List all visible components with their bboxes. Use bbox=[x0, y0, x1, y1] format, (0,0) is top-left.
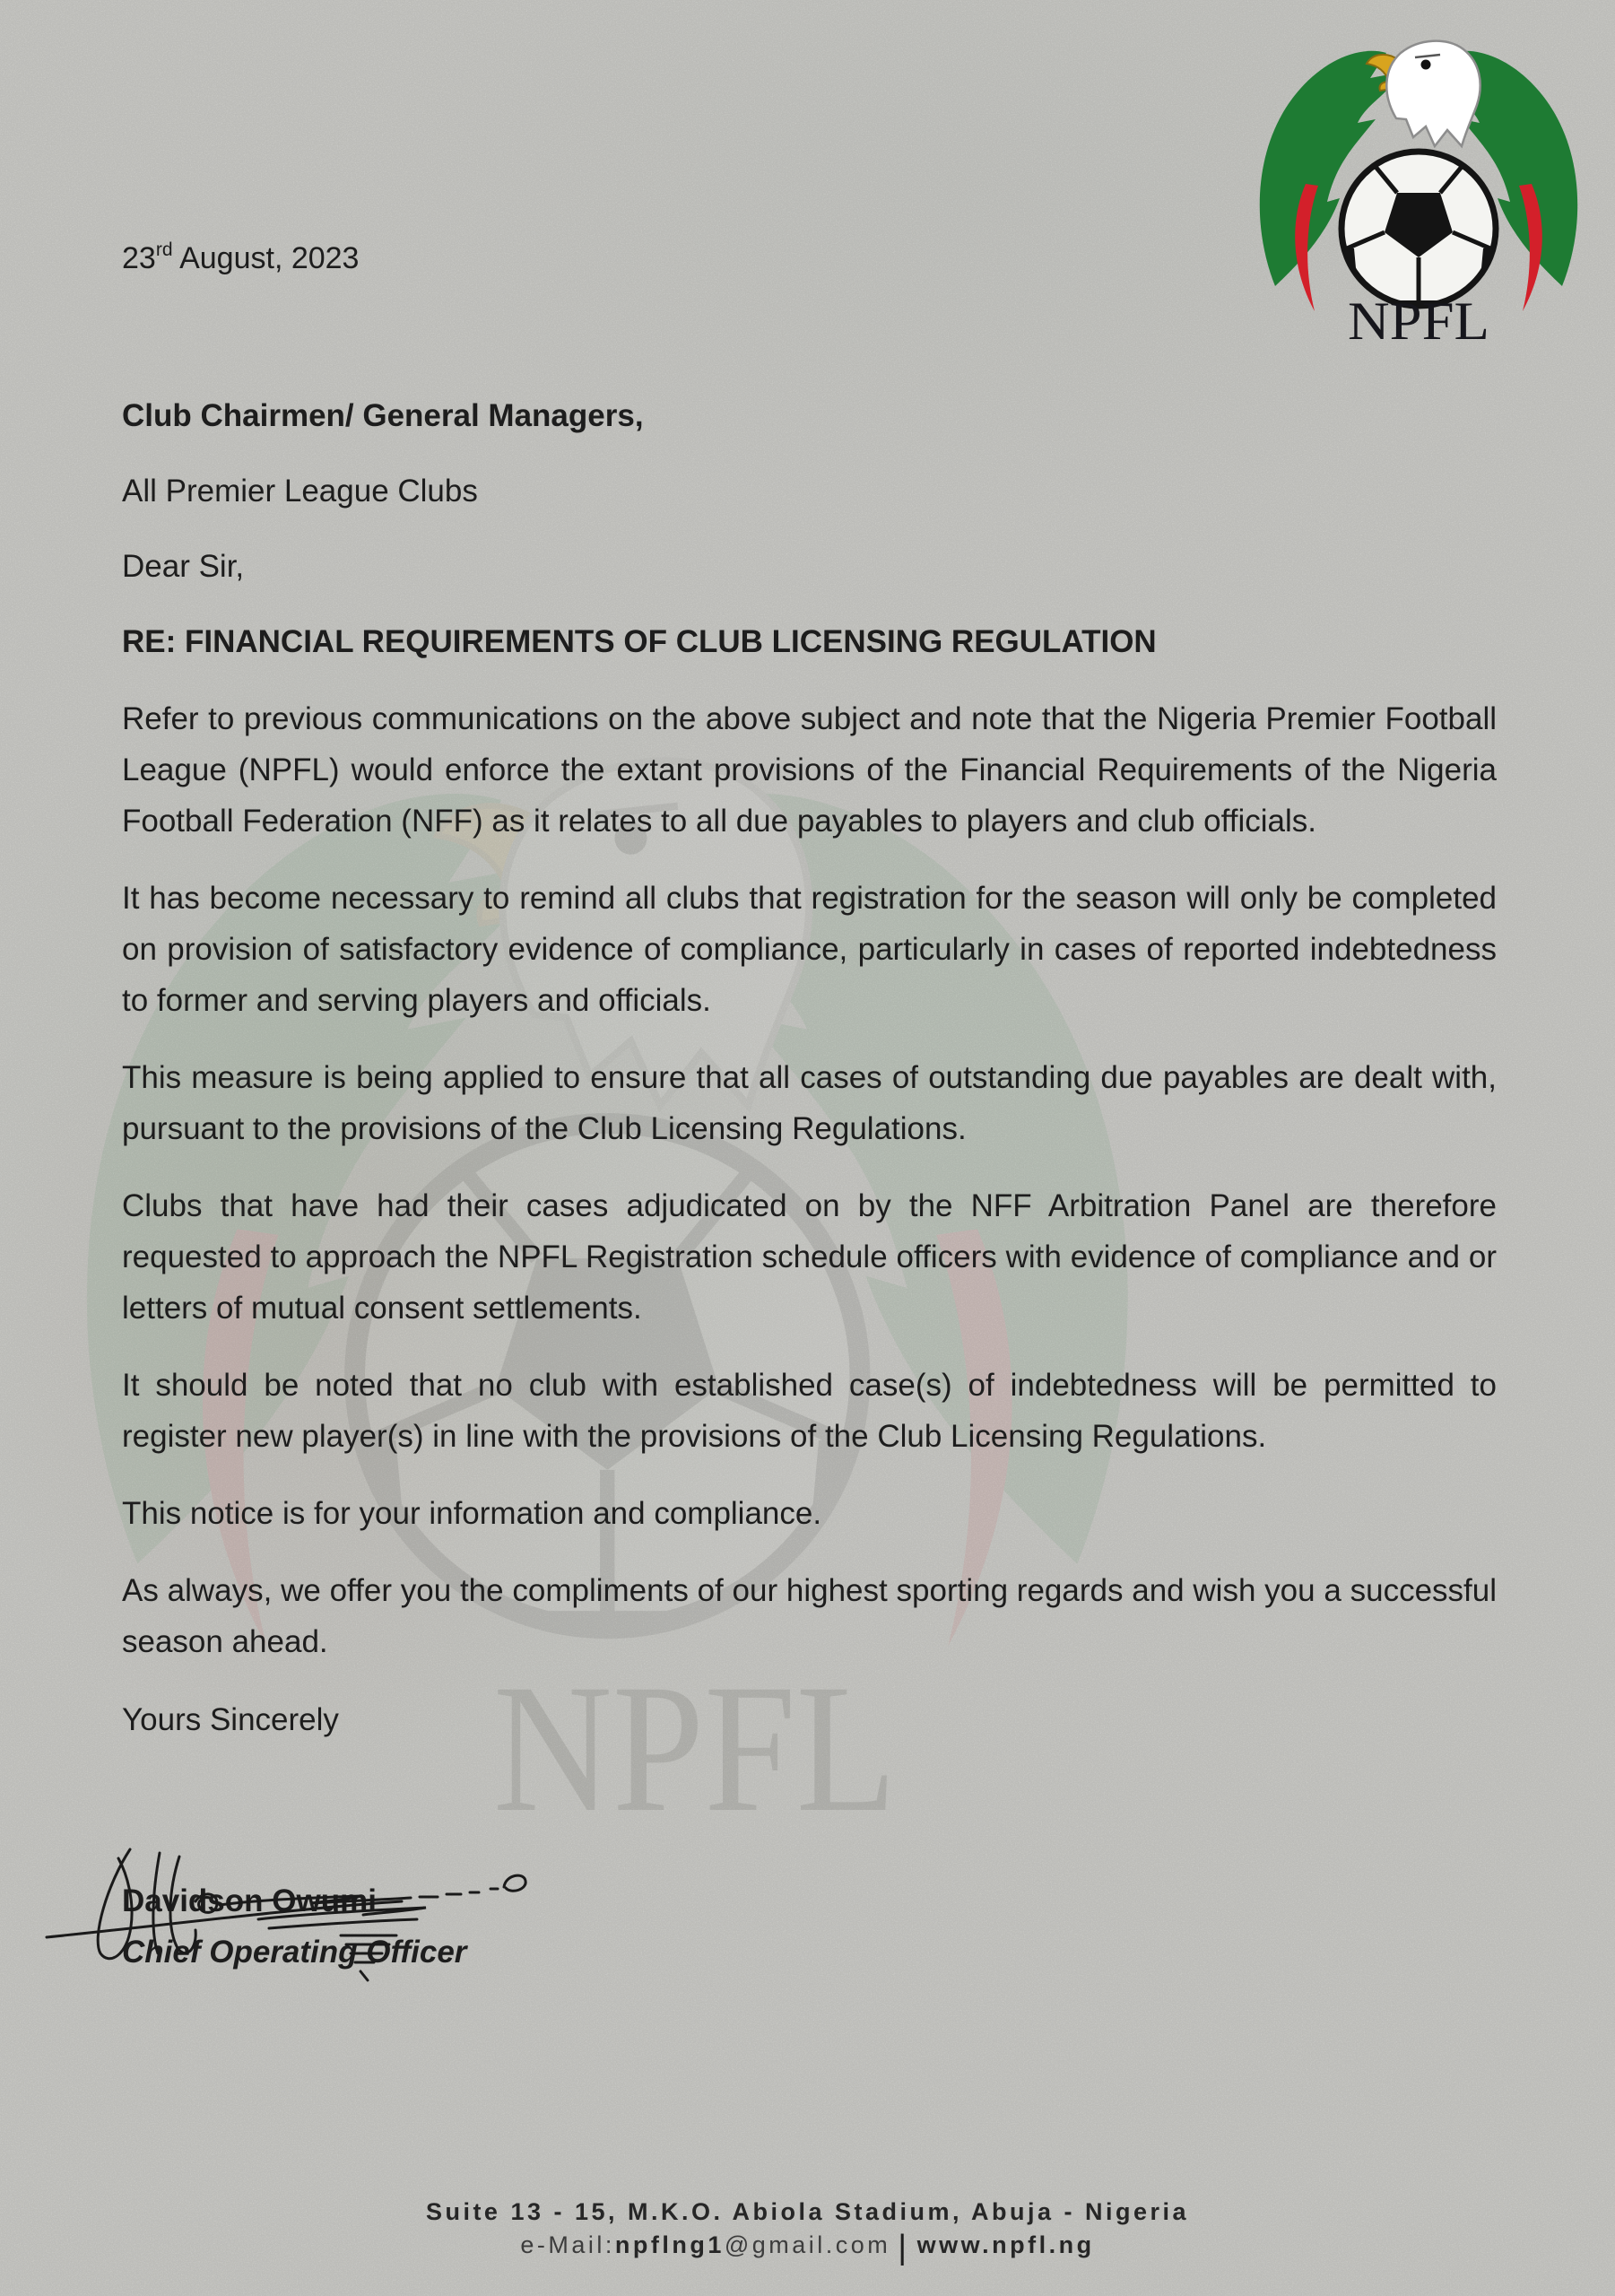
letter-body bbox=[122, 0, 1497, 1978]
footer-email-user: npflng1 bbox=[614, 2231, 725, 2258]
paragraph-3: This measure is being applied to ensure that all cases of outstanding due payables are dealt with, pursuant to the provisions of the Club Licensing Regulations. bbox=[122, 1060, 1497, 1146]
footer-email-label: e-Mail: bbox=[520, 2231, 615, 2258]
footer-email-domain: @gmail.com bbox=[724, 2231, 891, 2258]
watermark-npfl-text: NPFL bbox=[493, 1657, 897, 1850]
paragraph-7: As always, we offer you the compliments of our highest sporting regards and wish you a successful season ahead. bbox=[122, 1573, 1497, 1659]
paragraph-5: It should be noted that no club with established case(s) of indebtedness will be permitted to register new player(s) in line with the provisions of the Club Licensing Regulations. bbox=[122, 1368, 1497, 1454]
date-ordinal: rd bbox=[155, 239, 173, 260]
subject-line: RE: FINANCIAL REQUIREMENTS OF CLUB LICENSING REGULATION bbox=[122, 624, 1157, 659]
footer-address: Suite 13 - 15, M.K.O. Abiola Stadium, Abuja - Nigeria bbox=[425, 2198, 1190, 2225]
logo-npfl-text: NPFL bbox=[1348, 291, 1489, 351]
addressee-line-2: All Premier League Clubs bbox=[122, 474, 478, 509]
paragraph-4: Clubs that have had their cases adjudicated on by the NFF Arbitration Panel are therefore requested to approach the NPFL Registration schedule officers with evidence of compliance and or letters of mutual consent settlements. bbox=[122, 1188, 1497, 1326]
paragraph-2: It has become necessary to remind all clubs that registration for the season will only be completed on provision of satisfactory evidence of compliance, particularly in cases of reported indebtedness to former and serving players and officials. bbox=[122, 881, 1497, 1018]
closing: Yours Sincerely bbox=[122, 1702, 339, 1737]
paragraph-6: This notice is for your information and compliance. bbox=[122, 1496, 822, 1531]
addressee-line-1: Club Chairmen/ General Managers, bbox=[122, 398, 644, 433]
footer-website: www.npfl.ng bbox=[916, 2231, 1095, 2258]
salutation: Dear Sir, bbox=[122, 549, 245, 584]
footer-separator: | bbox=[898, 2229, 910, 2266]
footer-contacts bbox=[0, 2229, 1615, 2265]
signatory-name: Davidson Owumi bbox=[122, 1883, 377, 1918]
signature-scribble bbox=[45, 1848, 601, 1987]
signatory-title: Chief Operating Officer bbox=[122, 1935, 467, 1970]
letter-date: 23rd August, 2023 bbox=[122, 239, 360, 275]
paragraph-1: Refer to previous communications on the above subject and note that the Nigeria Premier Football League (NPFL) would enforce the extant provisions of the Financial Requirements of the Nigeria Football Federation (NFF) as it relates to all due payables to players and club officials. bbox=[122, 701, 1497, 839]
footer bbox=[0, 2196, 1615, 2265]
